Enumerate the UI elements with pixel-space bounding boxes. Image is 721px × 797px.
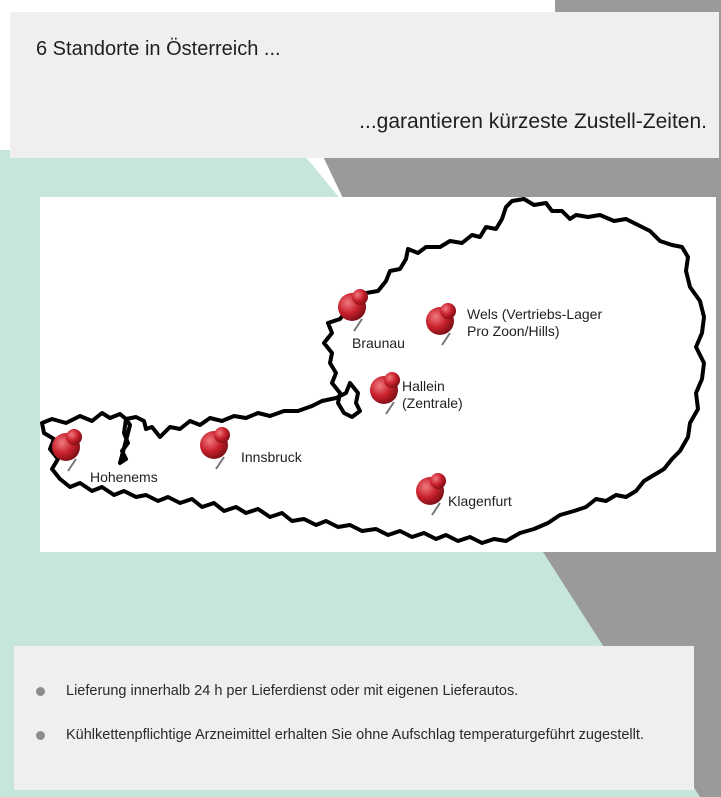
location-pin-innsbruck[interactable] <box>200 427 230 469</box>
location-label-braunau: Braunau <box>352 335 405 351</box>
pin-needle <box>216 457 224 469</box>
pin-needle <box>386 402 394 414</box>
location-label-hallein: Hallein (Zentrale) <box>402 378 463 411</box>
header-panel <box>10 12 719 158</box>
location-label-innsbruck: Innsbruck <box>241 449 302 465</box>
pin-needle <box>432 503 440 515</box>
push-pin-head-icon <box>352 289 368 305</box>
bullet-text: Kühlkettenpflichtige Arzneimittel erhalten Sie ohne Aufschlag temperaturgeführt zugestellt. <box>66 727 644 743</box>
location-pin-hallein[interactable] <box>370 372 400 414</box>
page-subtitle: ...garantieren kürzeste Zustell-Zeiten. <box>359 110 707 133</box>
bullet-dot-icon <box>36 731 45 740</box>
bullet-dot-icon <box>36 687 45 696</box>
location-label-wels: Wels (Vertriebs-Lager Pro Zoon/Hills) <box>467 306 603 339</box>
push-pin-head-icon <box>214 427 230 443</box>
pin-needle <box>354 319 362 331</box>
location-label-klagenfurt: Klagenfurt <box>448 493 512 509</box>
bullet-text: Lieferung innerhalb 24 h per Lieferdienst oder mit eigenen Lieferautos. <box>66 683 519 699</box>
location-pin-braunau[interactable] <box>338 289 368 331</box>
location-pin-wels[interactable] <box>426 303 456 345</box>
bullet-item <box>36 681 676 702</box>
push-pin-head-icon <box>430 473 446 489</box>
pin-needle <box>442 333 450 345</box>
push-pin-head-icon <box>440 303 456 319</box>
austria-map <box>40 197 716 552</box>
page-title: 6 Standorte in Österreich ... <box>36 38 281 60</box>
pin-needle <box>68 459 76 471</box>
location-pin-klagenfurt[interactable] <box>416 473 446 515</box>
location-label-hohenems: Hohenems <box>90 469 158 485</box>
austria-outline <box>42 199 704 543</box>
push-pin-head-icon <box>66 429 82 445</box>
info-panel <box>14 646 694 790</box>
map-panel <box>40 197 716 552</box>
push-pin-head-icon <box>384 372 400 388</box>
bullet-item <box>36 725 676 746</box>
